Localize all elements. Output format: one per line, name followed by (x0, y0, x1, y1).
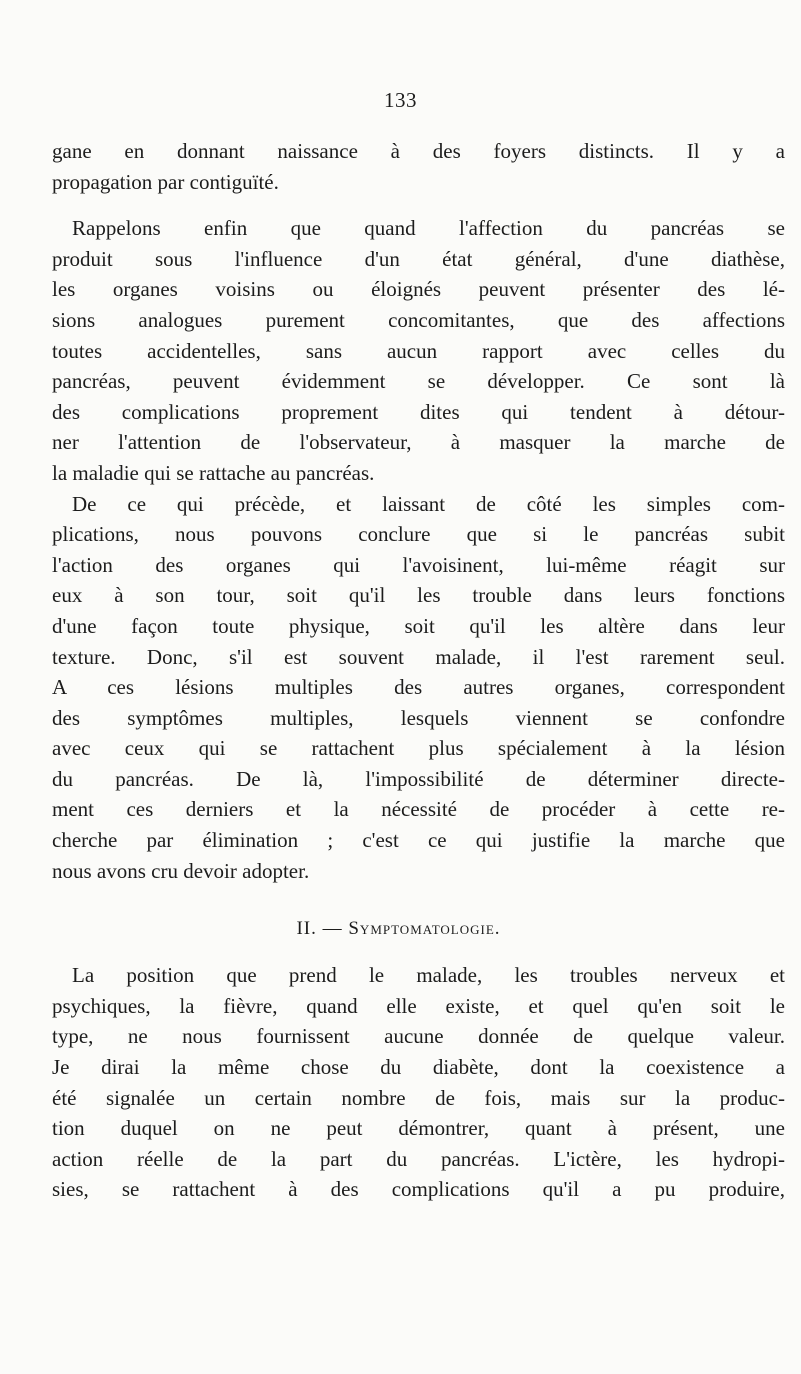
text-line: l'action des organes qui l'avoisinent, lui-même réagit sur (52, 552, 785, 577)
page-number: 133 (384, 88, 417, 112)
text-line: été signalée un certain nombre de fois, mais sur la produc- (52, 1085, 785, 1110)
text-line: Je dirai la même chose du diabète, dont la coexistence a (52, 1055, 785, 1080)
text-line: du pancréas. De là, l'impossibilité de déterminer directe- (52, 766, 785, 791)
text-line: La position que prend le malade, les troubles nerveux et (72, 963, 785, 988)
section-number: II. (296, 918, 317, 940)
text-line: la maladie qui se rattache au pancréas. (52, 460, 375, 485)
text-line: nous avons cru devoir adopter. (52, 858, 310, 883)
text-line: De ce qui précède, et laissant de côté les simples com- (72, 491, 785, 516)
text-line: ner l'attention de l'observateur, à masquer la marche de (52, 430, 785, 455)
text-line: type, ne nous fournissent aucune donnée de quelque valeur. (52, 1024, 785, 1049)
text-line: ment ces derniers et la nécessité de procéder à cette re- (52, 797, 785, 822)
text-line: A ces lésions multiples des autres organes, correspondent (52, 675, 785, 700)
paragraph (52, 136, 785, 197)
text-line: psychiques, la fièvre, quand elle existe, et quel qu'en soit le (52, 993, 785, 1018)
text-line: produit sous l'influence d'un état général, d'une diathèse, (52, 246, 785, 271)
text-line: action réelle de la part du pancréas. L'ictère, les hydropi- (52, 1146, 785, 1171)
text-line: cherche par élimination ; c'est ce qui justifie la marche que (52, 828, 785, 853)
text-line: sies, se rattachent à des complications qu'il a pu produire, (52, 1177, 785, 1202)
text-line: gane en donnant naissance à des foyers distincts. Il y a (52, 139, 785, 163)
text-line: des symptômes multiples, lesquels viennent se confondre (52, 705, 785, 730)
paragraph (52, 960, 785, 1205)
section-dash: — (322, 918, 343, 940)
text-line: les organes voisins ou éloignés peuvent présenter des lé- (52, 277, 785, 302)
text-line: pancréas, peuvent évidemment se développer. Ce sont là (52, 369, 785, 394)
paragraph (52, 489, 785, 887)
text-line: tion duquel on ne peut démontrer, quant à présent, une (52, 1116, 785, 1141)
section-heading (52, 912, 785, 946)
text-line: texture. Donc, s'il est souvent malade, il l'est rarement seul. (52, 644, 785, 669)
paragraph (52, 213, 785, 488)
text-line: toutes accidentelles, sans aucun rapport avec celles du (52, 338, 785, 363)
text-line: avec ceux qui se rattachent plus spécialement à la lésion (52, 736, 785, 761)
text-line: d'une façon toute physique, soit qu'il les altère dans leur (52, 613, 785, 638)
text-line: sions analogues purement concomitantes, que des affections (52, 307, 785, 332)
text-line: plications, nous pouvons conclure que si le pancréas subit (52, 522, 785, 547)
text-line: eux à son tour, soit qu'il les trouble dans leurs fonctions (52, 583, 785, 608)
text-line: Rappelons enfin que quand l'affection du pancréas se (72, 216, 785, 241)
text-line: propagation par contiguïté. (52, 169, 279, 194)
body-text (52, 136, 785, 1205)
text-line: des complications proprement dites qui tendent à détour- (52, 399, 785, 424)
section-title: Symptomatologie. (348, 918, 501, 940)
